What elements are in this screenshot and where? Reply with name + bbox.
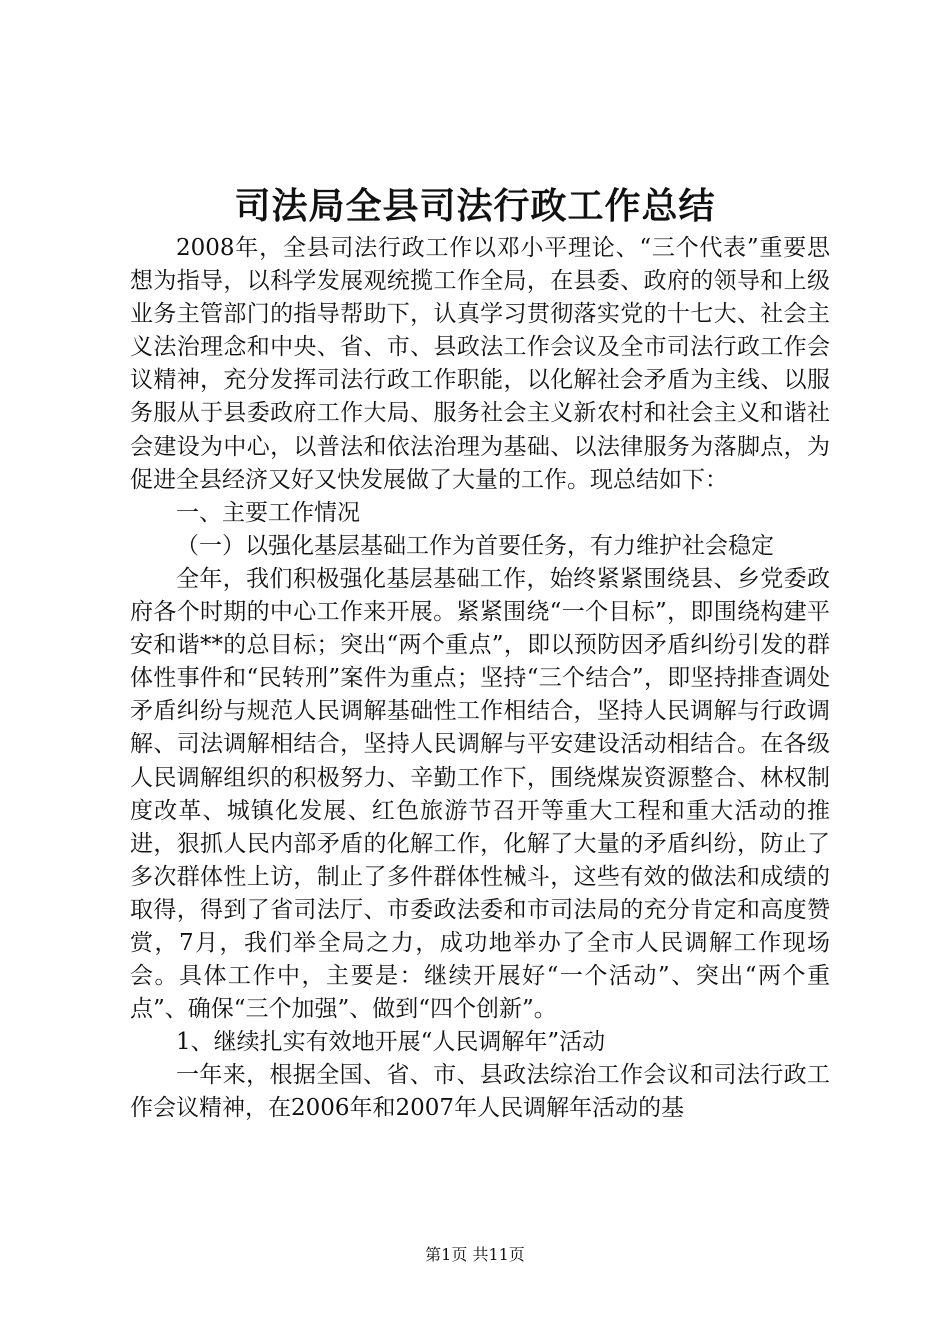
page-footer: 第1页 共11页 bbox=[425, 1245, 525, 1264]
document-title: 司法局全县司法行政工作总结 bbox=[234, 185, 716, 227]
body-paragraph-continued: 一年来，根据全国、省、市、县政法综治工作会议和司法行政工作会议精神，在2006年和2007年人民调解年活动的基 bbox=[130, 1062, 830, 1122]
section-heading: 一、主要工作情况 bbox=[176, 499, 360, 526]
subsection-heading: （一）以强化基层基础工作为首要任务，有力维护社会稳定 bbox=[176, 532, 774, 559]
body-paragraph: 全年，我们积极强化基层基础工作，始终紧紧围绕县、乡党委政府各个时期的中心工作来开展。紧紧围绕“一个目标”，即围绕构建平安和谐**的总目标；突出“两个重点”，即以预防因矛盾纠纷引发的群体性事件和“民转刑”案件为重点；坚持“三个结合”，即坚持排查调处矛盾纠纷与规范人民调解基础性工作相结合，坚持人民调解与行政调解、司法调解相结合，坚持人民调解与平安建设活动相结合。在各级人民调解组织的积极努力、辛勤工作下，围绕煤炭资源整合、林权制度改革、城镇化发展、红色旅游节召开等重大工程和重大活动的推进，狠抓人民内部矛盾的化解工作，化解了大量的矛盾纠纷，防止了多次群体性上访，制止了多件群体性械斗，这些有效的做法和成绩的取得，得到了省司法厅、市委政法委和市司法局的充分肯定和高度赞赏，7月，我们举全局之力，成功地举办了全市人民调解工作现场会。具体工作中，主要是：继续开展好“一个活动”、突出“两个重点”、确保“三个加强”、做到“四个创新”。 bbox=[130, 565, 830, 1023]
item-heading: 1、继续扎实有效地开展“人民调解年”活动 bbox=[176, 1029, 606, 1056]
intro-paragraph: 2008年，全县司法行政工作以邓小平理论、“三个代表”重要思想为指导，以科学发展观统揽工作全局，在县委、政府的领导和上级业务主管部门的指导帮助下，认真学习贯彻落实党的十七大、社会主义法治理念和中央、省、市、县政法工作会议及全市司法行政工作会议精神，充分发挥司法行政工作职能，以化解社会矛盾为主线、以服务服从于县委政府工作大局、服务社会主义新农村和社会主义和谐社会建设为中心，以普法和依法治理为基础、以法律服务为落脚点，为促进全县经济又好又快发展做了大量的工作。现总结如下： bbox=[130, 235, 830, 493]
document-body bbox=[130, 232, 830, 1126]
